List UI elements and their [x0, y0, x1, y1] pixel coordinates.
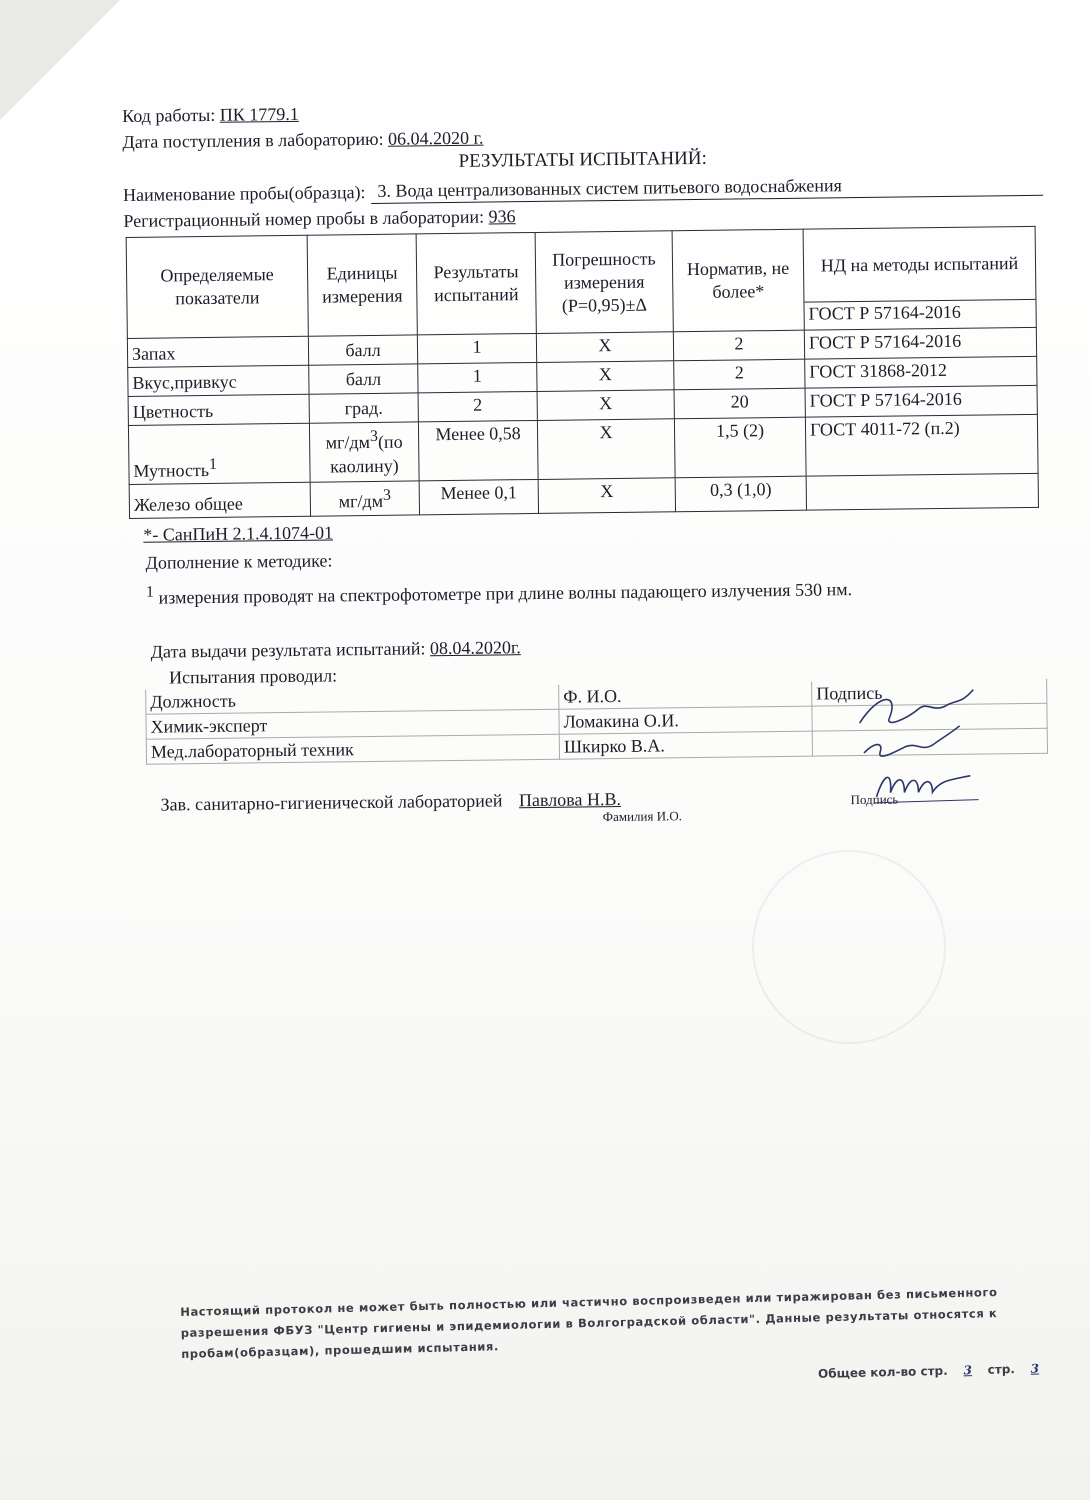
- units-value: град.: [344, 397, 383, 419]
- page-count-label: Общее кол-во стр.: [817, 1363, 948, 1381]
- norm-cell: 0,3 (1,0): [675, 476, 806, 512]
- header-method-extra: ГОСТ Р 57164-2016: [808, 301, 961, 324]
- testers-header-signature: Подпись: [812, 679, 1047, 706]
- page-count-sep: стр.: [987, 1362, 1016, 1377]
- units-cell: [309, 393, 418, 423]
- document-title: РЕЗУЛЬТАТЫ ИСПЫТАНИЙ:: [458, 147, 707, 172]
- units-tail: (по каолину): [330, 431, 403, 477]
- sample-name-value: 3. Вода централизованных систем питьевого водоснабжения: [371, 171, 1043, 204]
- results-header-row: [126, 226, 1036, 338]
- result-cell: Менее 0,58: [418, 420, 538, 480]
- protocol-body: [122, 93, 1051, 831]
- head-signature: [870, 762, 981, 809]
- method-cell: ГОСТ 4011-72 (п.2): [805, 414, 1038, 476]
- indicator-value: Вкус,привкус: [132, 371, 237, 393]
- reg-number-value: 936: [488, 206, 516, 227]
- results-body: [127, 327, 1038, 518]
- units-value: мг/дм: [338, 490, 384, 512]
- tester-name: Ломакина О.И.: [559, 706, 812, 734]
- work-code-label: Код работы:: [122, 104, 216, 126]
- addition-label: Дополнение к методике:: [145, 550, 333, 573]
- units-cell: [309, 364, 418, 394]
- result-cell: 2: [418, 391, 537, 421]
- tester-name: Шкирко В.А.: [559, 731, 812, 759]
- result-cell: Менее 0,1: [419, 479, 538, 514]
- page-count-total: 3: [1030, 1361, 1040, 1376]
- method-cell: ГОСТ 31868-2012: [805, 356, 1037, 388]
- tester-signature-1: [849, 681, 990, 773]
- method-cell: ГОСТ Р 57164-2016: [805, 385, 1037, 417]
- units-cell: [310, 481, 419, 516]
- header-method-cell: [803, 226, 1036, 330]
- error-cell: Х: [537, 390, 674, 421]
- error-cell: Х: [536, 332, 673, 363]
- disclaimer: Настоящий протокол не может быть полностью или частично воспроизведен или тиражирован без письменного разрешения ФБУЗ "Центр гигиены и эпидемиологии в Волгоградской области". Данные результаты относятся к пробам(образцам), прошедшим испытания.: [180, 1285, 998, 1361]
- header-error: Погрешность измерения (P=0,95)±Δ: [535, 231, 673, 334]
- units-value: балл: [345, 339, 381, 361]
- error-cell: Х: [538, 478, 675, 514]
- testers-title: Испытания проводил:: [168, 665, 338, 688]
- testers-header-name: Ф. И.О.: [559, 682, 812, 710]
- norm-cell: 20: [674, 388, 805, 419]
- indicator-value: Железо общее: [133, 493, 243, 515]
- head-of-lab-name: Павлова Н.В.: [518, 788, 622, 811]
- method-cell: ГОСТ Р 57164-2016: [804, 327, 1036, 359]
- units-sup: 3: [369, 427, 379, 445]
- sanpin-text: *- СанПиН 2.1.4.1074-01: [143, 522, 334, 545]
- issue-label: Дата выдачи результата испытаний:: [150, 638, 426, 662]
- units-cell: [309, 422, 419, 482]
- tester-position: Химик-эксперт: [146, 709, 559, 739]
- indicator-value: Цветность: [132, 400, 214, 422]
- result-row: [128, 414, 1038, 484]
- units-value: мг/дм: [325, 431, 371, 453]
- header-result: Результаты испытаний: [416, 232, 536, 334]
- head-of-lab-signature-caption: Подпись: [850, 791, 899, 808]
- testers-header-position: Должность: [146, 685, 559, 715]
- received-label: Дата поступления в лабораторию:: [122, 128, 384, 152]
- reg-number-label: Регистрационный номер пробы в лаборатории:: [123, 206, 485, 231]
- result-cell: 1: [417, 333, 536, 363]
- indicator-sup: 1: [208, 455, 218, 473]
- error-cell: Х: [537, 361, 674, 392]
- error-cell: Х: [537, 419, 675, 480]
- head-of-lab-name-caption: Фамилия И.О.: [602, 808, 683, 825]
- indicator-cell: [128, 394, 309, 425]
- indicator-value: Мутность: [133, 459, 210, 481]
- results-table: [126, 226, 1039, 519]
- footnote-line: [146, 570, 1048, 610]
- indicator-cell: [128, 365, 309, 396]
- tester-position: Мед.лабораторный техник: [146, 734, 559, 764]
- norm-cell: 2: [674, 359, 805, 390]
- norm-cell: 1,5 (2): [674, 417, 806, 478]
- units-cell: [308, 335, 417, 365]
- units-value: балл: [345, 368, 382, 390]
- page-count-current: 3: [963, 1363, 973, 1378]
- method-cell: [806, 473, 1038, 510]
- header-method: НД на методы испытаний: [804, 227, 1036, 303]
- issue-value: 08.04.2020г.: [429, 637, 521, 659]
- indicator-cell: [127, 336, 308, 367]
- head-of-lab-label: Зав. санитарно-гигиенической лабораторией: [160, 790, 503, 815]
- footnote-text: измерения проводят на спектрофотометре при длине волны падающего излучения 530 нм.: [153, 579, 853, 608]
- header-indicator: Определяемые показатели: [126, 235, 308, 338]
- page-count: [818, 1361, 1055, 1381]
- work-code-value: ПК 1779.1: [219, 103, 299, 125]
- folded-corner: [0, 0, 120, 120]
- indicator-cell: [129, 482, 310, 518]
- result-cell: 1: [418, 362, 537, 392]
- sample-name-label: Наименование пробы(образца):: [122, 182, 366, 205]
- faint-stamp: [752, 850, 946, 1044]
- norm-cell: 2: [673, 330, 804, 361]
- received-value: 06.04.2020 г.: [387, 127, 484, 149]
- footnote-mark: 1: [145, 583, 155, 601]
- header-units: Единицы измерения: [307, 234, 417, 336]
- indicator-cell: [128, 423, 310, 484]
- header-norm: Норматив, не более*: [672, 229, 804, 332]
- indicator-value: Запах: [131, 343, 176, 364]
- units-sup: 3: [382, 486, 392, 504]
